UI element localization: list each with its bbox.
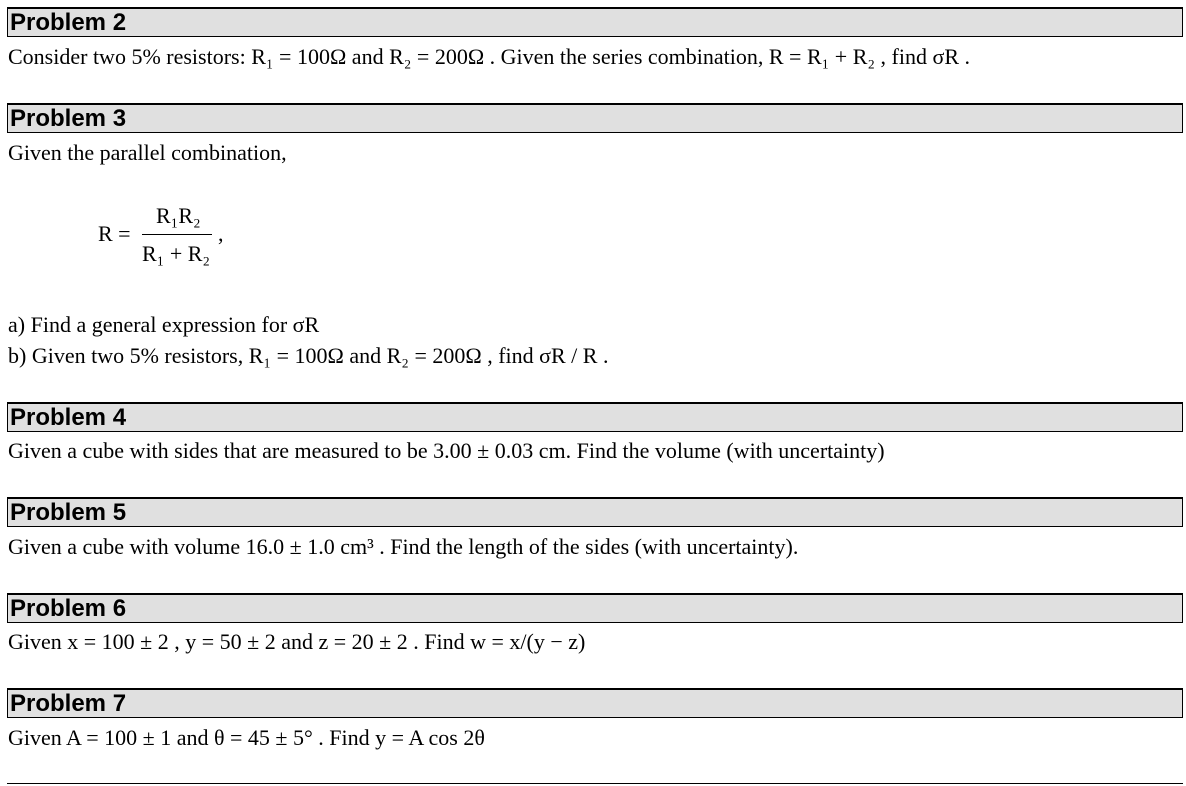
formula-lhs: R = — [98, 221, 131, 246]
fraction-bar — [142, 234, 212, 235]
problem-5-title: Problem 5 — [10, 499, 127, 526]
problem-6-header — [7, 593, 1183, 623]
problem-3-intro: Given the parallel combination, — [8, 140, 287, 165]
formula-numerator: R₁R₂ — [156, 203, 201, 228]
problem-3-part-a: a) Find a general expression for σR — [8, 312, 320, 337]
problem-7-text: Given A = 100 ± 1 and θ = 45 ± 5° . Find y = A cos 2θ — [8, 725, 485, 750]
problem-3-header — [7, 103, 1183, 133]
problem-6-text: Given x = 100 ± 2 , y = 50 ± 2 and z = 20 ± 2 . Find w = x/(y − z) — [8, 629, 586, 654]
problem-4-header — [7, 402, 1183, 432]
problem-2-text: Consider two 5% resistors: R₁ = 100Ω and R₂ = 200Ω . Given the series combination, R = R₁ + R₂ , find σR . — [8, 44, 971, 69]
problem-7-title: Problem 7 — [10, 690, 127, 717]
problem-5-header — [7, 497, 1183, 527]
problem-3-part-b: b) Given two 5% resistors, R₁ = 100Ω and R₂ = 200Ω , find σR / R . — [8, 343, 609, 368]
problem-7-header — [7, 688, 1183, 718]
problem-2-title: Problem 2 — [10, 9, 127, 36]
page-bottom-rule — [7, 783, 1183, 784]
problem-6-title: Problem 6 — [10, 595, 127, 622]
formula-comma: , — [218, 221, 224, 246]
problem-3-title: Problem 3 — [10, 105, 127, 132]
problem-4-text: Given a cube with sides that are measured to be 3.00 ± 0.03 cm. Find the volume (with uncertainty) — [8, 438, 885, 463]
formula-denominator: R₁ + R₂ — [142, 241, 211, 266]
problem-4-title: Problem 4 — [10, 404, 127, 431]
problem-2-header — [7, 7, 1183, 37]
problem-5-text: Given a cube with volume 16.0 ± 1.0 cm³ . Find the length of the sides (with uncertainty). — [8, 534, 799, 559]
